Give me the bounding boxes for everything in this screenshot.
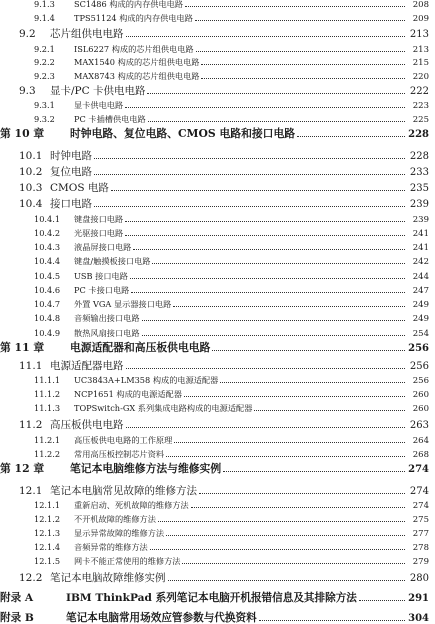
toc-entry [0,329,435,339]
toc-entry [0,501,435,511]
toc-entry [0,361,435,372]
toc-entry [0,515,435,525]
dot-leader [125,220,405,222]
toc-entry-number: 11.1.3 [34,403,61,413]
toc-entry-title: 键盘/触摸板接口电路 [74,256,151,266]
toc-entry-title: 音频输出接口电路 [74,313,140,323]
toc-entry [0,58,435,68]
toc-entry [0,101,435,111]
toc-entry-number: 11.2.1 [34,435,61,445]
toc-entry-page: 274 [409,486,429,497]
dot-leader [111,189,405,191]
toc-entry-number: 10.4.3 [34,242,61,252]
dot-leader [142,334,405,336]
dot-leader [125,106,405,108]
toc-entry [0,343,435,354]
toc-entry-number: 11.1.2 [34,389,61,399]
toc-entry-page: 260 [412,404,429,414]
toc-entry-page: 235 [409,183,429,194]
toc-entry [0,115,435,125]
dot-leader [142,319,405,321]
toc-entry-title: 键盘接口电路 [74,214,124,224]
dot-leader [166,534,405,536]
toc-entry-page: 256 [408,343,429,354]
toc-entry-title: 高压板供电电路 [50,419,124,431]
toc-entry-number: 10.4.1 [34,214,61,224]
toc-entry-page: 239 [412,215,429,225]
toc-entry-number: 10.4.8 [34,313,61,323]
toc-entry-number: 9.1.4 [34,13,55,23]
toc-entry-title: PC 卡插槽供电电路 [74,114,146,124]
toc-entry-page: 263 [409,420,429,431]
toc-entry-page: 256 [409,361,429,372]
dot-leader [223,470,405,472]
toc-entry-page: 215 [412,58,429,68]
toc-entry [0,557,435,567]
dot-leader [168,579,406,581]
toc-entry-number: 附录 B [0,612,34,624]
toc-entry-number: 12.1.4 [34,542,61,552]
toc-entry-number: 10.4 [19,198,43,210]
toc-entry-title: SC1486 构成的内存供电电路 [74,0,184,9]
dot-leader [152,262,405,264]
toc-entry-page: 254 [412,329,429,339]
dot-leader [150,548,405,550]
toc-entry-number: 11.2 [19,419,43,431]
toc-entry-number: 12.1.3 [34,528,61,538]
toc-entry [0,464,435,475]
toc-entry-page: 249 [412,314,429,324]
toc-entry [0,543,435,553]
toc-entry [0,199,435,210]
dot-leader [94,173,405,175]
toc-entry-title: 常用高压板控制芯片资料 [74,449,165,459]
toc-entry [0,390,435,400]
toc-entry-number: 9.2.2 [34,57,55,67]
toc-entry-page: 228 [408,129,429,140]
toc-entry-page: 228 [409,151,429,162]
toc-entry [0,314,435,324]
toc-entry [0,243,435,253]
toc-entry-page: 223 [412,101,429,111]
toc-entry [0,72,435,82]
toc-entry-title: 音频异常的维修方法 [74,542,148,552]
toc-entry-page: 264 [412,436,429,446]
toc-entry-number: 9.2 [19,28,36,40]
toc-entry-title: 笔记本电脑故障维修实例 [50,572,166,584]
toc-entry [0,436,435,446]
toc-entry-number: 11.1.1 [34,375,61,385]
toc-entry-title: TOPSwitch-GX 系列集成电路构成的电源适配器 [74,403,253,413]
toc-entry [0,272,435,282]
toc-entry-title: 接口电路 [50,198,92,210]
dot-leader [184,395,405,397]
toc-entry [0,593,435,604]
toc-entry-number: 9.3.1 [34,100,55,110]
toc-entry-number: 12.1.5 [34,556,61,566]
toc-entry-title: UC3843A+LM358 构成的电源适配器 [74,375,219,385]
toc-entry-title: NCP1651 构成的电源适配器 [74,389,182,399]
toc-entry-page: 241 [412,229,429,239]
toc-entry-title: 笔记本电脑常见故障的维修方法 [50,485,197,497]
dot-leader [196,50,405,52]
toc-entry [0,376,435,386]
toc-entry [0,151,435,162]
toc-entry [0,420,435,431]
toc-entry-number: 9.1.3 [34,0,55,9]
toc-entry-title: 复位电路 [50,166,92,178]
toc-entry [0,29,435,40]
toc-entry-title: 网卡不能正常使用的维修方法 [74,556,181,566]
dot-leader [173,305,405,307]
toc-entry-number: 10.4.9 [34,328,61,338]
toc-entry-title: 不开机故障的维修方法 [74,514,156,524]
dot-leader [130,277,405,279]
dot-leader [133,248,405,250]
toc-entry-page: 225 [412,115,429,125]
toc-entry-number: 11.1 [19,360,43,372]
toc-entry-number: 9.3.2 [34,114,55,124]
toc-entry-page: 278 [412,543,429,553]
toc-entry-number: 12.1.2 [34,514,61,524]
toc-entry [0,0,435,10]
toc-entry-page: 291 [408,593,429,604]
toc-entry-page: 242 [412,257,429,267]
toc-entry-page: 233 [409,167,429,178]
toc-entry [0,183,435,194]
toc-entry [0,167,435,178]
dot-leader [182,562,405,564]
dot-leader [195,19,405,21]
toc-entry-title: 显卡供电电路 [74,100,124,110]
toc-entry-page: 277 [412,529,429,539]
toc-entry-number: 9.3 [19,85,36,97]
toc-entry-page: 260 [412,390,429,400]
toc-entry-page: 268 [412,450,429,460]
toc-entry [0,45,435,55]
toc-entry [0,573,435,584]
toc-entry-number: 10.4.5 [34,271,61,281]
dot-leader [212,349,405,351]
toc-entry-title: 显卡/PC 卡供电电路 [50,85,146,97]
toc-entry-number: 10.4.4 [34,256,61,266]
toc-entry-title: 外置 VGA 显示器接口电路 [74,299,172,309]
toc-entry-title: 芯片组供电电路 [50,28,124,40]
toc-entry-page: 220 [412,72,429,82]
dot-leader [201,77,405,79]
dot-leader [148,120,405,122]
toc-entry [0,300,435,310]
toc-entry-number: 第 11 章 [0,341,45,354]
toc-entry-number: 9.2.3 [34,71,55,81]
toc-entry-title: 电源适配器和高压板供电电路 [70,341,211,354]
toc-entry-number: 12.1.1 [34,500,61,510]
toc-entry-page: 213 [409,29,429,40]
dot-leader [166,455,405,457]
toc-entry [0,404,435,414]
toc-entry-number: 10.1 [19,150,43,162]
toc-entry-page: 208 [412,0,429,10]
toc-entry-page: 222 [409,86,429,97]
toc-entry-page: 213 [412,45,429,55]
toc-entry [0,229,435,239]
dot-leader [126,35,406,37]
toc-entry-title: USB 接口电路 [74,271,128,281]
dot-leader [131,291,405,293]
dot-leader [220,381,405,383]
toc-entry-page: 209 [412,14,429,24]
toc-entry-page: 274 [412,501,429,511]
toc-entry-page: 256 [412,376,429,386]
toc-entry [0,215,435,225]
toc-entry-title: CMOS 电路 [50,182,109,194]
dot-leader [126,426,406,428]
toc-entry-number: 9.2.1 [34,44,55,54]
toc-entry-number: 附录 A [0,592,34,604]
toc-entry-number: 10.3 [19,182,43,194]
dot-leader [125,234,405,236]
toc-entry [0,450,435,460]
dot-leader [359,599,405,601]
toc-entry-title: 光驱接口电路 [74,228,124,238]
dot-leader [174,441,405,443]
toc-entry-title: MAX8743 构成的芯片组供电电路 [74,71,200,81]
toc-entry-number: 10.4.7 [34,299,61,309]
dot-leader [254,409,405,411]
toc-entry [0,486,435,497]
dot-leader [185,5,405,7]
toc-entry-number: 第 12 章 [0,462,45,475]
toc-entry [0,14,435,24]
toc-entry-page: 244 [412,272,429,282]
dot-leader [94,205,405,207]
toc-entry [0,86,435,97]
toc-entry-title: MAX1540 构成的芯片组供电电路 [74,57,200,67]
toc-entry-number: 10.4.6 [34,285,61,295]
toc-entry-page: 239 [409,199,429,210]
toc-entry-title: 重新启动、死机故障的维修方法 [74,500,189,510]
dot-leader [126,367,406,369]
toc-entry-title: 电源适配器电路 [50,360,124,372]
toc-entry-number: 10.2 [19,166,43,178]
toc-entry-title: 时钟电路 [50,150,92,162]
toc-entry-page: 279 [412,557,429,567]
toc-entry [0,286,435,296]
dot-leader [94,157,405,159]
dot-leader [297,135,405,137]
dot-leader [147,92,405,94]
toc-entry [0,129,435,140]
toc-entry-title: ISL6227 构成的芯片组供电电路 [74,44,194,54]
toc-entry-title: 时钟电路、复位电路、CMOS 电路和接口电路 [70,127,296,140]
toc-entry-title: IBM ThinkPad 系列笔记本电脑开机报错信息及其排除方法 [66,592,357,604]
dot-leader [158,520,405,522]
toc-entry-title: 高压板供电电路的工作原理 [74,435,173,445]
toc-entry-title: 显示异常故障的维修方法 [74,528,165,538]
dot-leader [201,63,405,65]
dot-leader [199,492,405,494]
toc-entry-title: TPS51124 构成的内存供电电路 [74,13,193,23]
toc-entry-title: 散热风扇接口电路 [74,328,140,338]
toc-entry-page: 275 [412,515,429,525]
toc-entry-number: 10.4.2 [34,228,61,238]
toc-entry-number: 11.2.2 [34,449,61,459]
toc-entry-title: 笔记本电脑常用场效应管参数与代换资料 [66,612,257,624]
toc-entry [0,529,435,539]
toc-entry-page: 304 [408,613,429,624]
toc-entry-title: 液晶屏接口电路 [74,242,132,252]
toc-entry [0,257,435,267]
dot-leader [191,506,405,508]
toc-entry-page: 280 [409,573,429,584]
toc-entry-page: 274 [408,464,429,475]
toc-entry-title: PC 卡接口电路 [74,285,130,295]
toc-entry-page: 241 [412,243,429,253]
toc-entry-number: 12.1 [19,485,43,497]
toc-entry-number: 12.2 [19,572,43,584]
toc-entry-page: 247 [412,286,429,296]
toc-entry-page: 249 [412,300,429,310]
toc-entry-title: 笔记本电脑维修方法与维修实例 [70,462,222,475]
toc-entry-number: 第 10 章 [0,127,45,140]
